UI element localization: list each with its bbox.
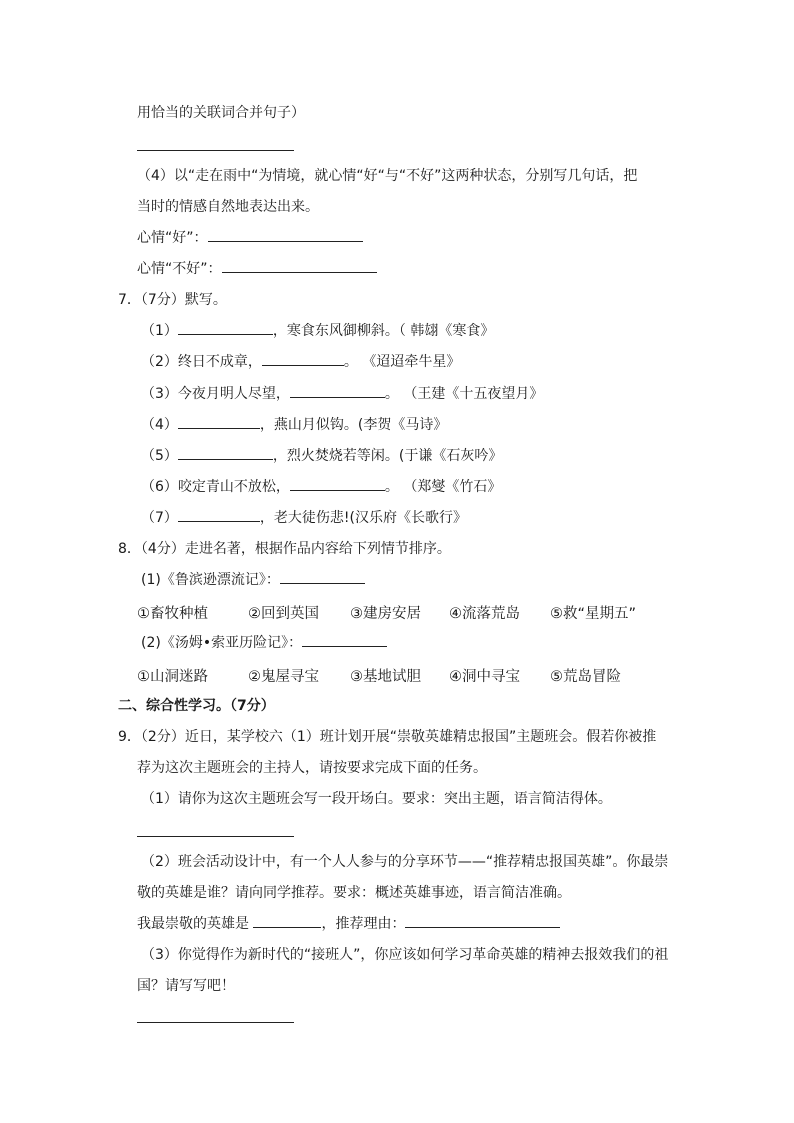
q8-1-option-1: ①畜牧种植 (137, 606, 208, 622)
q9-prompt-line1: 9．（2分）近日，某学校六（1）班计划开展“崇敬英雄精忠报国”主题班会。假若你被推 (118, 729, 657, 745)
q8-1-option-2: ②回到英国 (248, 606, 319, 622)
q6-tail-text: 用恰当的关联词合并句子） (137, 105, 305, 121)
q8-2-option-2: ②鬼屋寻宝 (248, 669, 319, 685)
q7-item-4-post: ，燕山月似钩。(李贺《马诗》 (259, 417, 448, 433)
q8-2-option-3: ③基地试胆 (350, 669, 421, 685)
q8-1-option-5: ⑤救“星期五” (550, 606, 637, 622)
q6-4-good-label: 心情“好”： (137, 230, 208, 246)
q8-sub1-label: (1)《鲁滨逊漂流记》： (141, 572, 280, 588)
answer-blank-q7-6[interactable] (290, 478, 385, 491)
q7-item-5-post: ，烈火焚烧若等闲。(于谦《石灰吟》 (272, 448, 503, 464)
q7-item-7-post: ，老大徒伤悲!(汉乐府《长歌行》 (259, 510, 467, 526)
q7-item-4 (141, 416, 447, 434)
q8-1-option-4: ④流落荒岛 (449, 606, 520, 622)
answer-blank-good[interactable] (208, 229, 363, 242)
q7-item-5 (141, 447, 502, 465)
answer-blank-q7-4[interactable] (178, 416, 260, 429)
answer-blank-bad[interactable] (222, 260, 377, 273)
q7-heading: 7．（7分）默写。 (118, 292, 227, 308)
q9-part2-answer-row (137, 915, 560, 933)
answer-blank-q8-2[interactable] (302, 634, 387, 647)
q8-1-option-3: ③建房安居 (350, 606, 421, 622)
q7-item-1-pre: （1） (141, 323, 178, 339)
q8-sub1-row (141, 571, 365, 589)
q7-item-3 (141, 385, 543, 403)
q6-4-prompt-line2: 当时的情感自然地表达出来。 (137, 199, 319, 215)
answer-blank-reason[interactable] (405, 915, 560, 928)
answer-blank-q8-1[interactable] (280, 571, 365, 584)
q7-item-7 (141, 509, 467, 527)
answer-blank-q7-1[interactable] (178, 322, 273, 335)
q7-item-3-pre: （3）今夜月明人尽望， (141, 386, 290, 402)
q8-2-option-5: ⑤荒岛冒险 (550, 669, 621, 685)
q9-prompt-line2: 荐为这次主题班会的主持人，请按要求完成下面的任务。 (137, 760, 487, 776)
q8-2-option-4: ④洞中寻宝 (449, 669, 520, 685)
q9-part3-line1: （3）你觉得作为新时代的“接班人”，你应该如何学习革命英雄的精神去报效我们的祖 (141, 947, 669, 963)
q9-part2-line2: 敬的英雄是谁？请向同学推荐。要求：概述英雄事迹，语言简洁准确。 (137, 885, 571, 901)
answer-line-q9-3[interactable] (137, 1022, 294, 1023)
q7-item-6-pre: （6）咬定青山不放松， (141, 479, 290, 495)
q9-hero-label: 我最崇敬的英雄是 (137, 916, 254, 932)
q9-reason-label: ，推荐理由： (321, 916, 406, 932)
q7-item-5-pre: （5） (141, 448, 178, 464)
q7-item-1 (141, 322, 494, 340)
q7-item-7-pre: （7） (141, 510, 178, 526)
q8-sub2-label: (2)《汤姆•索亚历险记》： (141, 635, 303, 651)
q6-4-bad-label: 心情“不好”： (137, 261, 222, 277)
q8-options-2 (137, 665, 621, 686)
answer-blank-q7-3[interactable] (290, 385, 385, 398)
q7-item-1-post: ，寒食东风御柳斜。（ 韩翃《寒食》 (272, 323, 495, 339)
q8-sub2-row (141, 634, 387, 652)
q7-item-6-post: 。 （郑燮《竹石》 (384, 479, 502, 495)
answer-line-q9-1[interactable] (137, 836, 294, 837)
answer-line-q6-3[interactable] (137, 150, 294, 151)
answer-blank-q7-7[interactable] (178, 509, 260, 522)
q7-item-6 (141, 478, 501, 496)
q9-part1: （1）请你为这次主题班会写一段开场白。要求：突出主题，语言简洁得体。 (141, 791, 612, 807)
q9-part3-line2: 国？请写写吧！ (137, 978, 235, 994)
q9-part2-line1: （2）班会活动设计中，有一个人人参与的分享环节——“推荐精忠报国英雄”。你最崇 (141, 854, 669, 870)
q7-item-3-post: 。 （王建《十五夜望月》 (384, 386, 544, 402)
q6-4-prompt-line1: （4）以“走在雨中“为情境，就心情“好“与“不好”这两种状态，分别写几句话，把 (137, 168, 638, 184)
q6-4-bad-row (137, 260, 377, 278)
answer-blank-hero[interactable] (253, 915, 321, 928)
answer-blank-q7-5[interactable] (178, 447, 273, 460)
q8-heading: 8．（4分）走进名著，根据作品内容给下列情节排序。 (118, 541, 451, 557)
q8-2-option-1: ①山洞迷路 (137, 669, 208, 685)
q7-item-2 (141, 353, 460, 371)
q7-item-2-post: 。 《迢迢牵牛星》 (343, 354, 461, 370)
q7-item-2-pre: （2）终日不成章， (141, 354, 262, 370)
q7-item-4-pre: （4） (141, 417, 178, 433)
section-2-heading: 二、综合性学习。（7分） (118, 698, 275, 714)
q8-options-1 (137, 602, 636, 623)
answer-blank-q7-2[interactable] (262, 353, 344, 366)
q6-4-good-row (137, 229, 363, 247)
